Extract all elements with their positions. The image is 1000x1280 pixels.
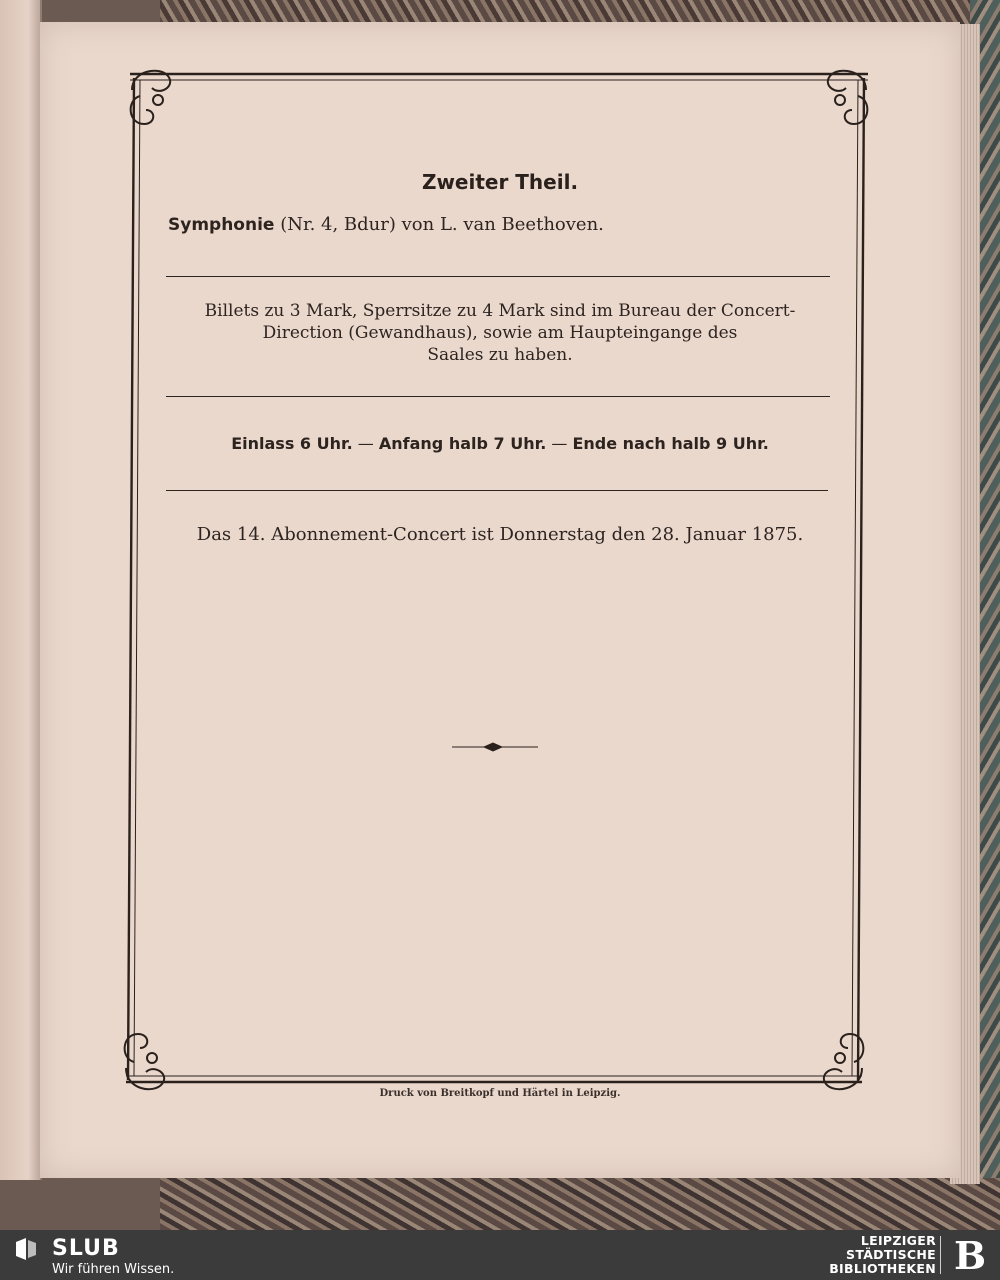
- printer-imprint: Druck von Breitkopf und Härtel in Leipzig.: [379, 1088, 621, 1099]
- slub-brand-name[interactable]: SLUB: [52, 1236, 120, 1261]
- footer-divider: [940, 1236, 941, 1274]
- work-details: (Nr. 4, Bdur) von L. van Beethoven.: [280, 214, 604, 235]
- divider-rule-1: [166, 276, 830, 277]
- slub-tagline: Wir führen Wissen.: [52, 1262, 175, 1277]
- section-title: Zweiter Theil.: [421, 170, 579, 194]
- library-name-line-3: BIBLIOTHEKEN: [829, 1261, 936, 1276]
- corner-flourish-top-left: [131, 71, 171, 124]
- ticket-line-2: Direction (Gewandhaus), sowie am Haupteingange des: [262, 323, 738, 343]
- library-name-line-2: STÄDTISCHE: [846, 1247, 936, 1262]
- ticket-line-3: Saales zu haben.: [427, 345, 573, 365]
- divider-rule-3: [166, 490, 828, 491]
- time-separator: —: [357, 434, 374, 453]
- library-name-line-1: LEIPZIGER: [860, 1233, 936, 1248]
- library-name[interactable]: [829, 1234, 936, 1276]
- footer-bar: [0, 1230, 1000, 1280]
- ticket-information: [160, 300, 840, 366]
- work-genre: Symphonie: [168, 215, 275, 235]
- center-ornament-divider: [452, 743, 538, 751]
- library-logo-icon[interactable]: B: [954, 1233, 987, 1278]
- ticket-line-1: Billets zu 3 Mark, Sperrsitze zu 4 Mark sind im Bureau der Concert-: [204, 301, 796, 321]
- admission-time: Einlass 6 Uhr.: [231, 434, 353, 453]
- end-time: Ende nach halb 9 Uhr.: [572, 434, 769, 453]
- divider-rule-2: [166, 396, 830, 397]
- program-entry: [168, 214, 604, 235]
- next-concert-notice: Das 14. Abonnement-Concert ist Donnerstag den 28. Januar 1875.: [196, 524, 804, 545]
- time-separator: —: [551, 434, 568, 453]
- concert-times: [0, 434, 1000, 453]
- corner-flourish-top-right: [828, 71, 868, 124]
- start-time: Anfang halb 7 Uhr.: [378, 434, 547, 453]
- slub-logo-icon[interactable]: [14, 1238, 38, 1260]
